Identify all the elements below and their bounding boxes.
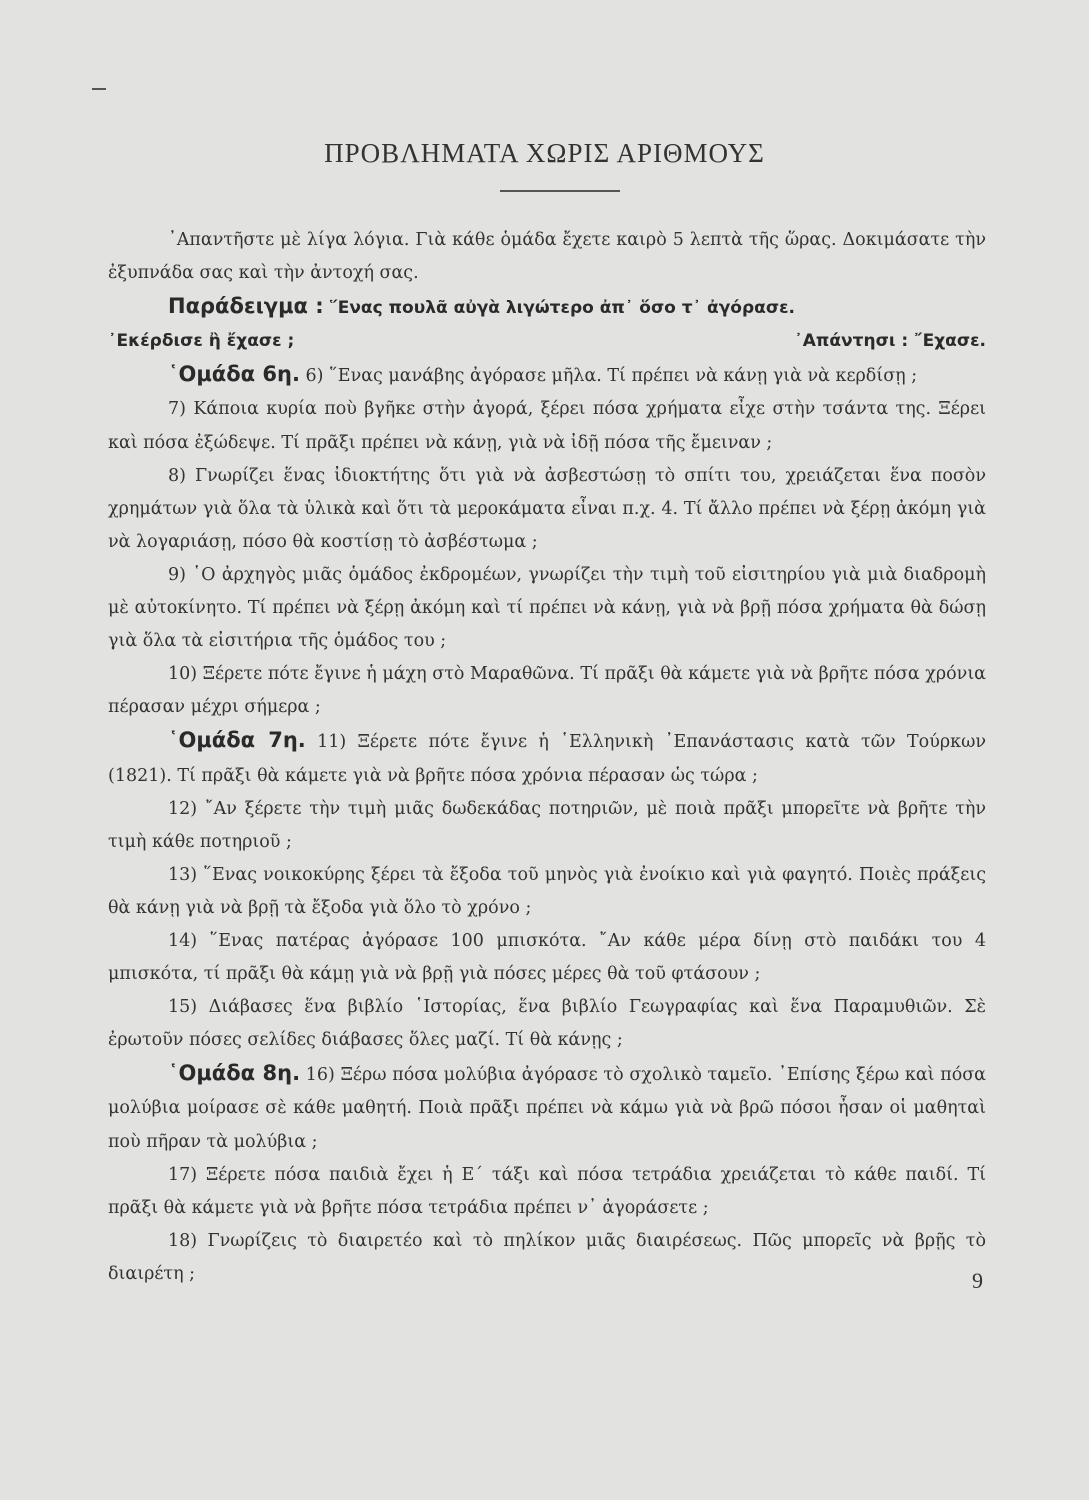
intro-paragraph: ᾿Απαντῆστε μὲ λίγα λόγια. Γιὰ κάθε ὁμάδα ἔχετε καιρὸ 5 λεπτὰ τῆς ὥρας. Δοκιμάσατε τὴν ἐξυπνάδα σας καὶ τὴν ἀντοχή σας. [108,230,986,284]
problem-11 [108,724,986,792]
problem-16 [108,1057,986,1158]
problem-text: 11) Ξέρετε πότε ἔγινε ἡ ῾Ελληνικὴ ᾿Επανάστασις κατὰ τῶν Τούρκων (1821). Τί πρᾶξι θὰ κάμετε γιὰ νὰ βρῆτε πόσα χρόνια πέρασαν ὡς τώρα ; [108,732,986,786]
problem-13: 13) ῞Ενας νοικοκύρης ξέρει τὰ ἔξοδα τοῦ μηνὸς γιὰ ἐνοίκιο καὶ γιὰ φαγητό. Ποιὲς πράξεις θὰ κάνῃ γιὰ νὰ βρῇ τὰ ἔξοδα γιὰ ὅλο τὸ χρόνο ; [108,864,986,918]
example-answer: ᾿Απάντησι : ῎Εχασε. [794,331,986,352]
example-paragraph [108,290,986,325]
group-heading: ῾Ομάδα 8η. [168,1061,301,1086]
example-label: Παράδειγμα : [168,294,324,319]
page-title: ΠΡΟΒΛΗΜΑΤΑ ΧΩΡΙΣ ΑΡΙΘΜΟΥΣ [324,138,765,168]
problem-12: 12) ῎Αν ξέρετε τὴν τιμὴ μιᾶς δωδεκάδας ποτηριῶν, μὲ ποιὰ πρᾶξι μπορεῖτε νὰ βρῆτε τὴν τιμὴ κάθε ποτηριοῦ ; [108,798,986,852]
problem-10: 10) Ξέρετε πότε ἔγινε ἡ μάχη στὸ Μαραθῶνα. Τί πρᾶξι θὰ κάμετε γιὰ νὰ βρῆτε πόσα χρόνια πέρασαν μέχρι σήμερα ; [108,664,986,718]
problem-18: 18) Γνωρίζεις τὸ διαιρετέο καὶ τὸ πηλίκον μιᾶς διαιρέσεως. Πῶς μπορεῖς νὰ βρῇς τὸ διαιρέτη ; [108,1230,986,1284]
problem-15: 15) Διάβασες ἕνα βιβλίο ῾Ιστορίας, ἕνα βιβλίο Γεωγραφίας καὶ ἕνα Παραμυθιῶν. Σὲ ἐρωτοῦν πόσες σελίδες διάβασες ὅλες μαζί. Τί θὰ κάνῃς ; [108,997,986,1051]
problem-14: 14) ῞Ενας πατέρας ἀγόρασε 100 μπισκότα. ῎Αν κάθε μέρα δίνῃ στὸ παιδάκι του 4 μπισκότα, τί πρᾶξι θὰ κάμῃ γιὰ νὰ βρῇ γιὰ πόσες μέρες θὰ τοῦ φτάσουν ; [108,930,986,985]
problem-text: 16) Ξέρω πόσα μολύβια ἀγόρασε τὸ σχολικὸ ταμεῖο. ᾿Επίσης ξέρω καὶ πόσα μολύβια μοίρασε σὲ κάθε μαθητή. Ποιὰ πρᾶξι πρέπει νὰ κάμω γιὰ νὰ βρῶ πόσοι ἦσαν οἱ μαθηταὶ ποὺ πῆραν τὰ μολύβια ; [108,1065,986,1152]
margin-mark [92,88,106,90]
page-number: 9 [972,1268,983,1293]
problem-7: 7) Κάποια κυρία ποὺ βγῆκε στὴν ἀγορά, ξέρει πόσα χρήματα εἶχε στὴν τσάντα της. Ξέρει καὶ πόσα ἐξώδεψε. Τί πρᾶξι πρέπει νὰ κάνῃ, γιὰ νὰ ἰδῇ πόσα τῆς ἔμειναν ; [108,399,986,453]
example-qa-line [108,325,986,358]
example-question: ᾿Εκέρδισε ἢ ἔχασε ; [108,331,295,352]
problem-6 [108,358,986,393]
problem-text: 6) ῞Ενας μανάβης ἀγόρασε μῆλα. Τί πρέπει νὰ κάνῃ γιὰ νὰ κερδίσῃ ; [305,366,918,387]
group-heading: ῾Ομάδα 6η. [168,362,300,387]
problem-8: 8) Γνωρίζει ἕνας ἰδιοκτήτης ὅτι γιὰ νὰ ἀσβεστώσῃ τὸ σπίτι του, χρειάζεται ἕνα ποσὸν χρημάτων γιὰ ὅλα τὰ ὑλικὰ καὶ ὅτι τὰ μεροκάματα εἶναι π.χ. 4. Τί ἄλλο πρέπει νὰ ξέρῃ ἀκόμη γιὰ νὰ λογαριάσῃ, πόσο θὰ κοστίσῃ τὸ ἀσβέστωμα ; [108,465,986,552]
problem-17: 17) Ξέρετε πόσα παιδιὰ ἔχει ἡ Ε΄ τάξι καὶ πόσα τετράδια χρειάζεται τὸ κάθε παιδί. Τί πρᾶξι θὰ κάμετε γιὰ νὰ βρῆτε πόσα τετράδια πρέπει ν᾿ ἀγοράσετε ; [108,1164,986,1218]
problem-9: 9) ῾Ο ἀρχηγὸς μιᾶς ὁμάδος ἐκδρομέων, γνωρίζει τὴν τιμὴ τοῦ εἰσιτηρίου γιὰ μιὰ διαδρομὴ μὲ αὐτοκίνητο. Τί πρέπει νὰ ξέρῃ ἀκόμη καὶ τί πρέπει νὰ κάνῃ, γιὰ νὰ βρῇ πόσα χρήματα θὰ δώσῃ γιὰ ὅλα τὰ εἰσιτήρια τῆς ὁμάδος του ; [108,564,986,652]
body-text [108,224,986,1291]
title-rule [500,190,620,192]
example-text: ῞Ενας πουλᾶ αὐγὰ λιγώτερο ἀπ᾿ ὅσο τ᾿ ἀγόρασε. [329,298,795,319]
group-heading: ῾Ομάδα 7η. [168,728,306,753]
